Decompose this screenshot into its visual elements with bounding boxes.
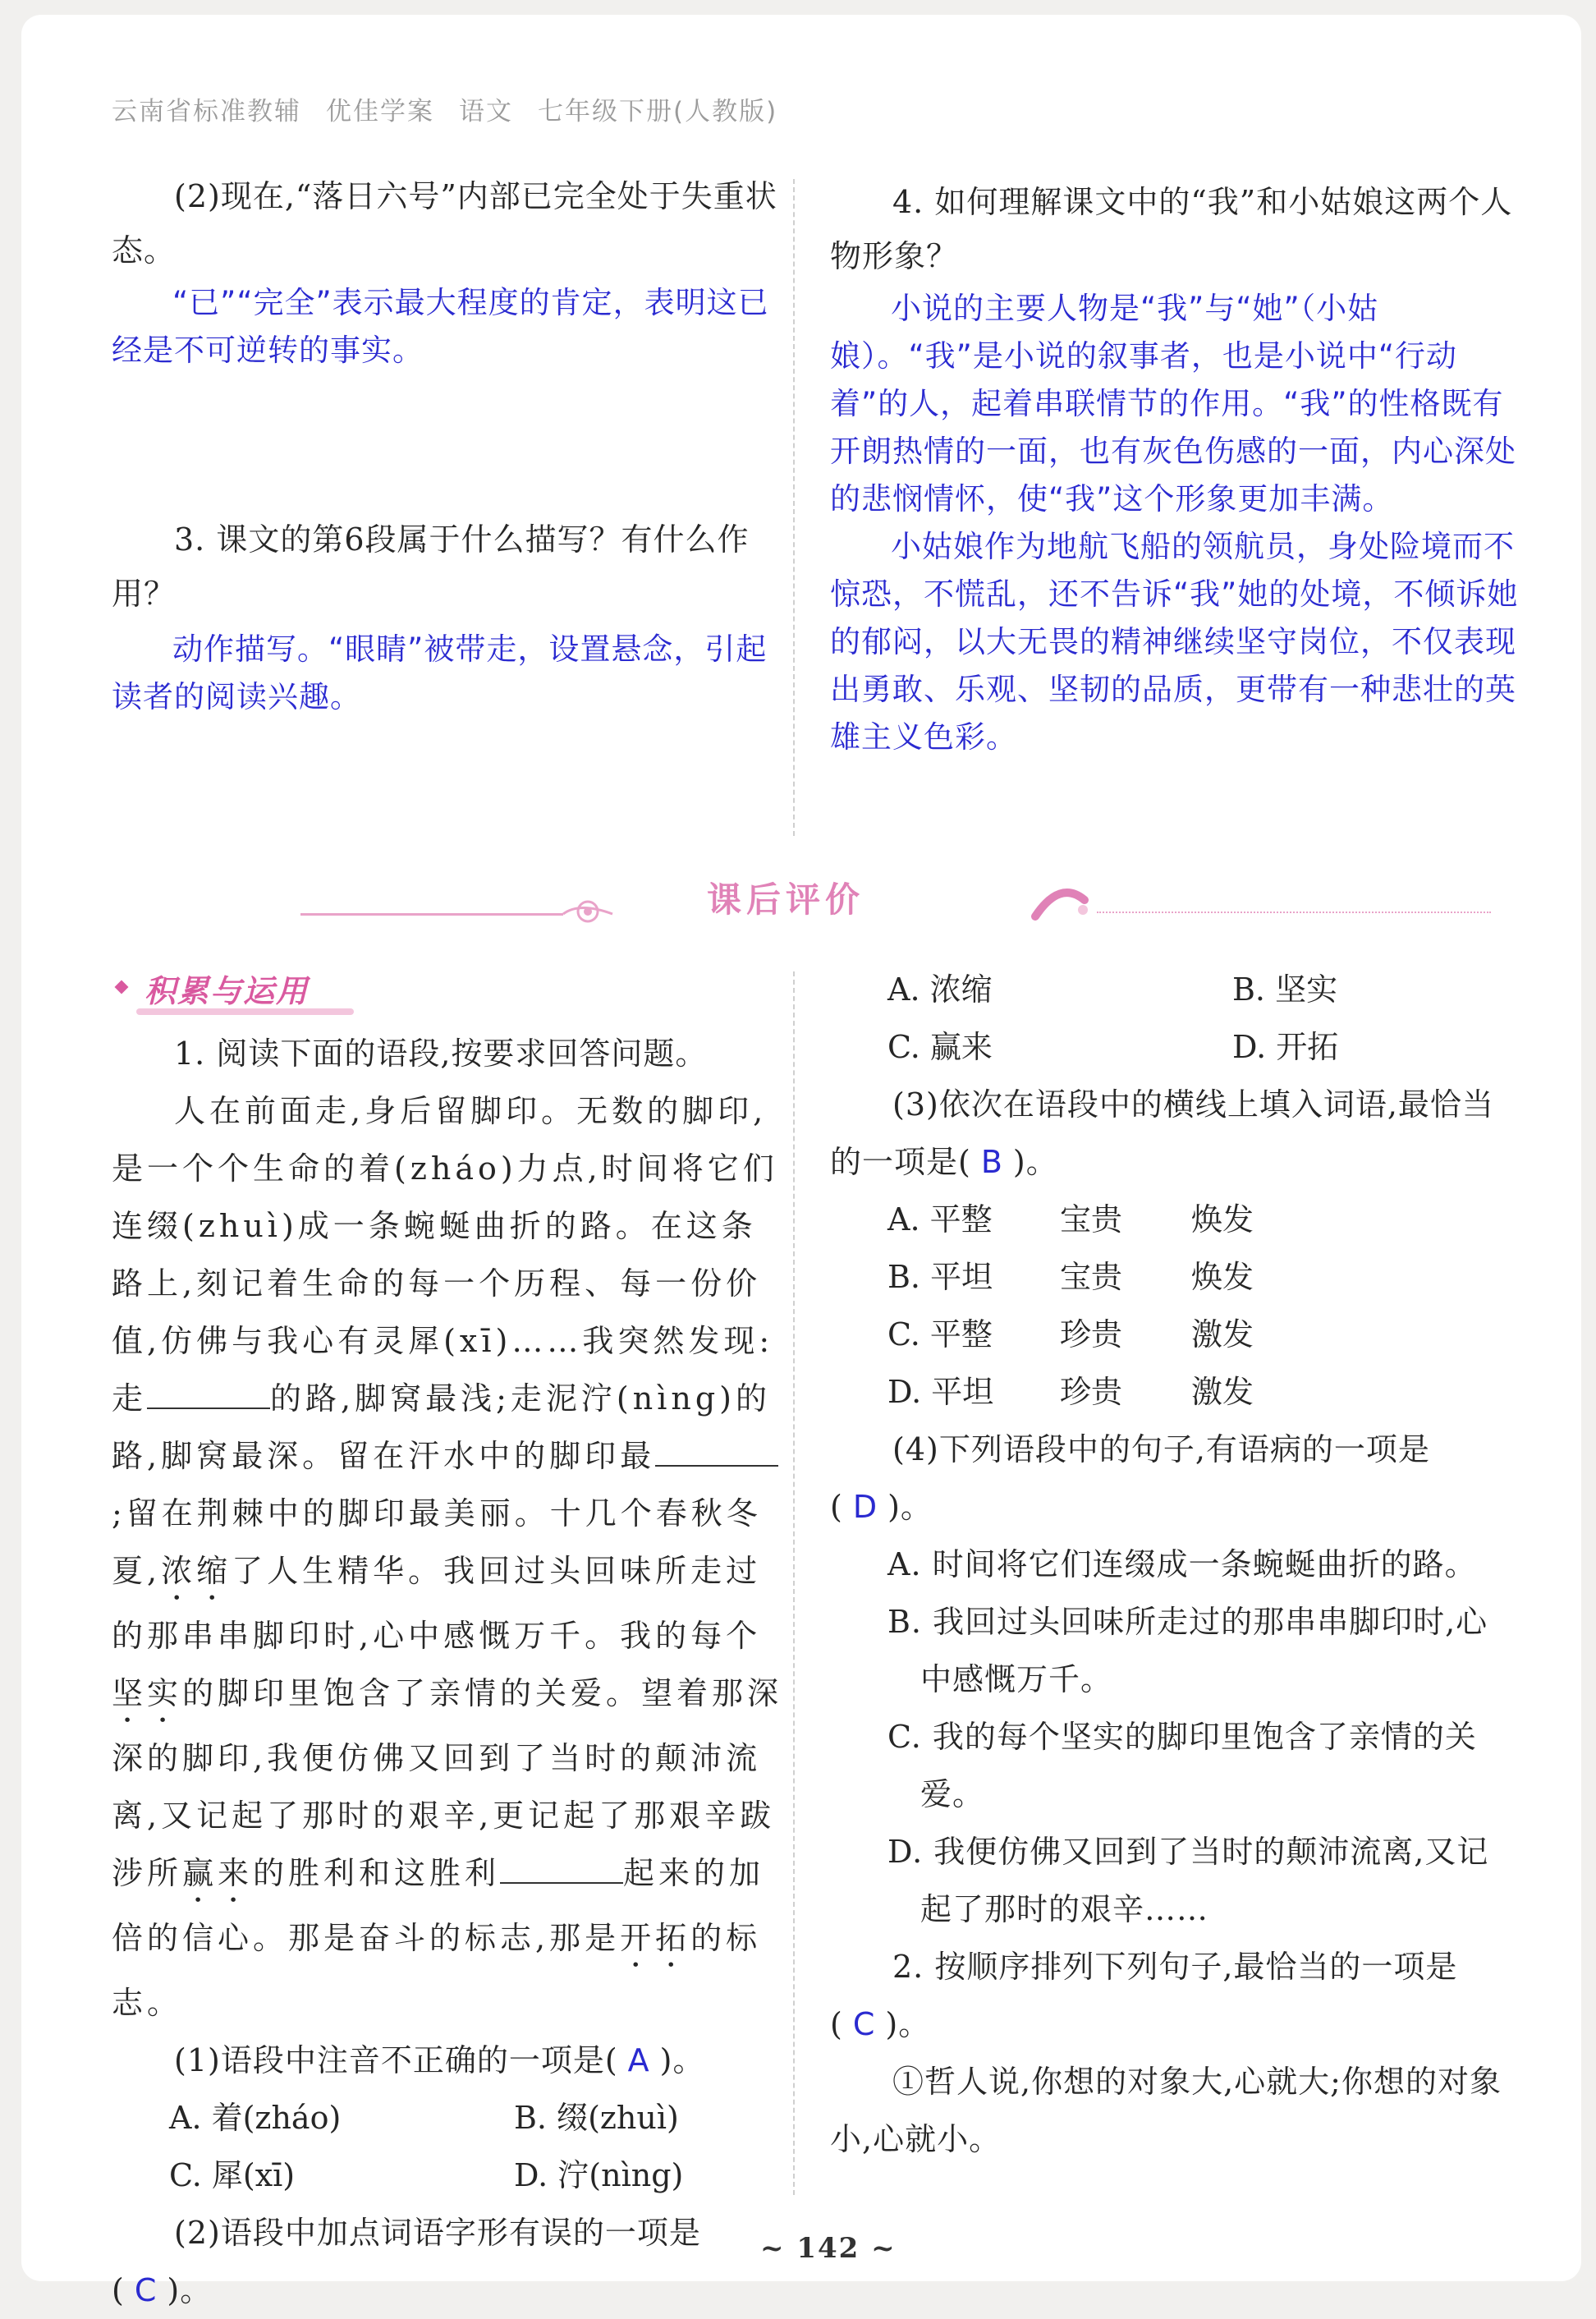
banner-line-left <box>300 913 563 916</box>
passage-part-8: 的标志。 <box>112 1920 762 2021</box>
option-4a: A. 时间将它们连缀成一条蜿蜒曲折的路。 <box>887 1546 1477 1582</box>
option-1c: C. 犀(xī) <box>169 2157 296 2193</box>
bottom-right-column <box>830 961 1511 2168</box>
dotted-word-1: 浓缩 <box>161 1553 232 1589</box>
question-2-sub-2: (2)现在,“落日六号”内部已完全处于失重状态。 <box>112 178 777 269</box>
passage-part-4: 了人生精华。我回过头回味所走过的那串串脚印时,心中感慨万千。我的每个 <box>112 1553 762 1654</box>
banner-swirl-icon <box>1027 875 1093 925</box>
answer-4-part-2: 小姑娘作为地航飞船的领航员，身处险境而不惊恐，不慌乱，还不告诉“我”她的处境，不倾诉她的郁闷，以大无畏的精神继续坚守岗位，不仅表现出勇敢、乐观、坚韧的品质，更带有一种悲壮的英雄主义色彩。 <box>830 529 1519 755</box>
section-marker-icon <box>115 980 129 994</box>
sub-question-1-end: )。 <box>659 2042 705 2078</box>
option-3b-word-2: 宝贵 <box>1060 1259 1123 1295</box>
option-3a-word-3: 焕发 <box>1191 1201 1254 1238</box>
option-3c-word-2: 珍贵 <box>1060 1316 1123 1352</box>
option-2a: A. 浓缩 <box>887 971 993 1008</box>
option-3a-word-1: A. 平整 <box>887 1201 993 1238</box>
page-number: ~ 142 ~ <box>760 2232 897 2265</box>
answer-2-sub-2: “已”“完全”表示最大程度的肯定，表明这已经是不可逆转的事实。 <box>112 285 769 368</box>
sub-question-1 <box>112 2032 785 2089</box>
option-2d: D. 开拓 <box>1232 1029 1339 1065</box>
dotted-word-3: 赢来 <box>182 1855 254 1891</box>
page-header <box>112 90 802 127</box>
header-subject: 语文 <box>459 97 513 126</box>
sub-question-3-option-b <box>830 1248 1511 1306</box>
passage-part-2: 的路,脚窝最浅;走泥泞(nìng)的路,脚窝最深。留在汗水中的脚印最 <box>112 1380 771 1474</box>
sub-question-3-text: (3)依次在语段中的横线上填入词语,最恰当的一项是( <box>830 1086 1494 1180</box>
sub-question-2 <box>112 2204 785 2319</box>
sub-question-4-end: )。 <box>887 1489 933 1525</box>
sub-question-4 <box>830 1421 1511 1536</box>
question-2-order <box>830 1938 1511 2053</box>
option-3a-word-2: 宝贵 <box>1060 1201 1123 1238</box>
passage-part-7: 起来的加倍的信心。那是奋斗的标志,那是 <box>112 1855 765 1956</box>
sub-question-2-end: )。 <box>167 2272 213 2308</box>
option-3d-word-3: 激发 <box>1191 1374 1254 1410</box>
option-4d: D. 我便仿佛又回到了当时的颠沛流离,又记起了那时的艰辛…… <box>887 1834 1489 1927</box>
option-3c-word-1: C. 平整 <box>887 1316 993 1352</box>
page <box>21 15 1581 2308</box>
option-4b: B. 我回过头回味所走过的那串串脚印时,心中感慨万千。 <box>887 1604 1488 1697</box>
column-divider-bottom <box>793 971 795 2195</box>
question-2-order-text: 2. 按顺序排列下列句子,最恰当的一项是( <box>830 1949 1458 2042</box>
option-3d-word-2: 珍贵 <box>1060 1374 1123 1410</box>
sub-question-3-option-a <box>830 1191 1511 1248</box>
question-1: 1. 阅读下面的语段,按要求回答问题。 <box>174 1036 708 1072</box>
sub-question-2-text: (2)语段中加点词语字形有误的一项是( <box>112 2215 701 2308</box>
sub-question-3 <box>830 1076 1511 1191</box>
dotted-word-4: 开拓 <box>620 1920 691 1956</box>
passage-part-5: 的脚印里饱含了亲情的关爱。望着那深深的脚印,我便仿佛又回到了当时的颠沛流离,又记起了那时的艰辛,更记起了那艰辛跋涉所 <box>112 1675 783 1891</box>
sub-question-3-end: )。 <box>1012 1144 1058 1180</box>
sub-question-3-answer: B <box>980 1144 1003 1180</box>
section-title: 积累与运用 <box>144 973 310 1009</box>
question-2-item-1: ①哲人说,你想的对象大,心就大;你想的对象小,心就小。 <box>830 2064 1502 2157</box>
top-right-column <box>830 175 1528 761</box>
header-series: 云南省标准教辅 <box>112 97 301 126</box>
option-3b-word-1: B. 平坦 <box>887 1259 993 1295</box>
passage-part-3: ;留在荆棘中的脚印最美丽。十几个春秋冬夏, <box>112 1495 762 1589</box>
option-1d: D. 泞(nìng) <box>514 2157 684 2193</box>
blank-3 <box>500 1882 623 1884</box>
bottom-left-column <box>112 1025 785 2319</box>
sub-question-2-options-row-1 <box>830 961 1511 1018</box>
sub-question-2-answer: C <box>134 2272 158 2308</box>
option-3b-word-3: 焕发 <box>1191 1259 1254 1295</box>
passage-part-1: 人在前面走,身后留脚印。无数的脚印,是一个个生命的着(zháo)力点,时间将它们连缀(zhuì)成一条蜿蜒曲折的路。在这条路上,刻记着生命的每一个历程、每一份价值,仿佛与我心有灵犀(xī)……我突然发现:走 <box>112 1093 778 1417</box>
passage-part-6: 的胜利和这胜利 <box>253 1855 501 1891</box>
sub-question-3-option-d <box>830 1363 1511 1421</box>
top-left-column <box>112 169 785 721</box>
option-1a: A. 着(zháo) <box>169 2100 342 2136</box>
column-divider-top <box>793 179 795 836</box>
sub-question-2-options-row-2 <box>830 1018 1511 1076</box>
header-book: 优佳学案 <box>326 97 434 126</box>
option-3d-word-1: D. 平坦 <box>887 1374 994 1410</box>
question-2-order-end: )。 <box>885 2006 931 2042</box>
banner-line-right <box>1097 912 1491 918</box>
question-3: 3. 课文的第6段属于什么描写？有什么作用？ <box>112 521 750 612</box>
option-1b: B. 缀(zhuì) <box>514 2100 679 2136</box>
answer-4-part-1: 小说的主要人物是“我”与“她”（小姑娘）。“我”是小说的叙事者，也是小说中“行动着”的人，起着串联情节的作用。“我”的性格既有开朗热情的一面，也有灰色伤感的一面，内心深处的悲悯情怀，使“我”这个形象更加丰满。 <box>830 291 1516 517</box>
option-4c: C. 我的每个坚实的脚印里饱含了亲情的关爱。 <box>887 1719 1477 1812</box>
sub-question-1-options-row-1 <box>112 2089 785 2147</box>
option-2c: C. 赢来 <box>887 1029 993 1065</box>
sub-question-3-option-c <box>830 1306 1511 1363</box>
sub-question-4-answer: D <box>852 1489 878 1525</box>
sub-question-1-answer: A <box>627 2042 650 2078</box>
blank-2 <box>655 1465 778 1467</box>
reading-passage <box>112 1082 785 2032</box>
option-2b: B. 坚实 <box>1232 971 1338 1008</box>
banner-title: 课后评价 <box>707 879 865 920</box>
sub-question-1-text: (1)语段中注音不正确的一项是( <box>174 2042 618 2078</box>
header-grade: 七年级下册(人教版) <box>538 97 778 126</box>
option-3c-word-3: 激发 <box>1191 1316 1254 1352</box>
question-4: 4. 如何理解课文中的“我”和小姑娘这两个人物形象？ <box>830 184 1513 274</box>
answer-3: 动作描写。“眼睛”被带走，设置悬念，引起读者的阅读兴趣。 <box>112 631 768 714</box>
sub-question-4-text: (4)下列语段中的句子,有语病的一项是( <box>830 1431 1430 1525</box>
banner-ornament-icon <box>563 892 621 925</box>
blank-1 <box>147 1407 270 1409</box>
question-2-order-answer: C <box>852 2006 876 2042</box>
dotted-word-2: 坚实 <box>112 1675 183 1711</box>
sub-question-1-options-row-2 <box>112 2147 785 2204</box>
